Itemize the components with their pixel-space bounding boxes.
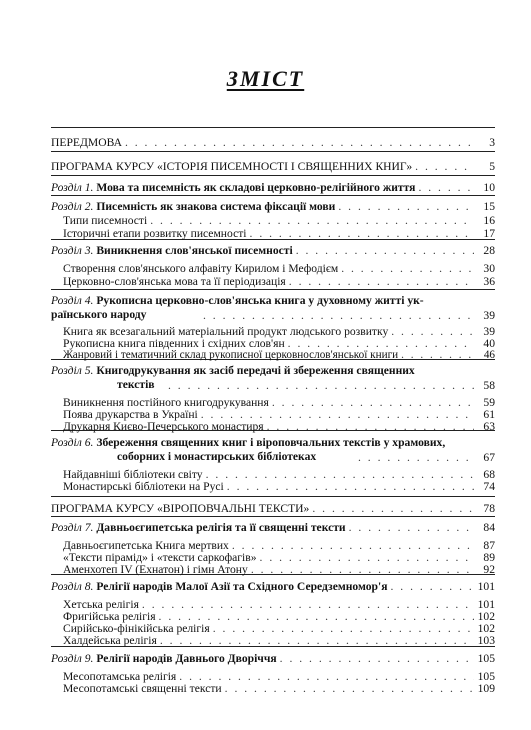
page-number: 89 — [483, 551, 495, 564]
entry-title: Релігії народів Давнього Дворіччя — [96, 652, 277, 665]
page-number: 105 — [477, 670, 495, 683]
page-number: 3 — [489, 136, 495, 149]
entry-title: Церковно-слов'янська мова та її періодизація — [63, 275, 286, 288]
entry-title: Збереження священних книг і віроповчальних текстів у храмових, — [96, 436, 446, 449]
entry-title-continued: соборних і монастирських бібліотеках — [117, 449, 317, 463]
page-number: 102 — [477, 622, 495, 635]
entry-title: Монастирські бібліотеки на Русі — [63, 480, 224, 493]
toc-entry — [51, 181, 495, 194]
page-number: 102 — [477, 610, 495, 623]
page-number: 61 — [483, 408, 495, 421]
entry-title: Виникнення слов'янської писемності — [96, 244, 293, 257]
page-number: 74 — [483, 480, 495, 493]
page-number: 58 — [483, 379, 495, 392]
entry-title: Хетська релігія — [63, 598, 139, 611]
page-number: 28 — [483, 244, 495, 257]
toc-entry — [63, 420, 495, 433]
toc-entry — [51, 136, 495, 149]
entry-title: Месопотамські священні тексти — [63, 682, 222, 695]
divider — [51, 289, 495, 290]
entry-title: Друкарня Києво-Печерського монастиря — [63, 420, 264, 433]
entry-title: Давньоєгипетська Книга мертвих — [63, 539, 229, 552]
toc-entry — [63, 634, 495, 647]
page-number: 78 — [483, 502, 495, 515]
toc-leader — [165, 379, 495, 392]
divider — [51, 195, 495, 196]
entry-title: Рукописна церковно-слов'янська книга у духовному житті ук- — [96, 294, 424, 307]
divider — [51, 151, 495, 152]
toc-entry — [63, 563, 495, 576]
page-number: 46 — [483, 349, 495, 361]
section-number: Розділ 2. — [51, 200, 94, 213]
toc-entry — [51, 160, 495, 173]
page-number: 92 — [483, 563, 495, 576]
entry-title: Рукописна книга південних і східних слов'ян — [63, 337, 285, 350]
entry-title: Писемність як знакова система фіксації мови — [96, 200, 336, 213]
page-number: 59 — [483, 396, 495, 409]
section-number: Розділ 6. — [51, 436, 94, 449]
page-number: 17 — [483, 227, 495, 240]
entry-title: ПРОГРАМА КУРСУ «ІСТОРІЯ ПИСЕМНОСТІ І СВЯЩЕННИХ КНИГ» — [51, 160, 413, 173]
entry-title: Поява друкарства в Україні — [63, 408, 198, 421]
entry-title: Мова та писемність як складові церковно-релігійного життя — [96, 181, 416, 194]
toc-entry — [63, 349, 495, 362]
entry-title: Книга як всезагальний матеріальний продукт людського розвитку — [63, 325, 389, 338]
toc-entry — [51, 502, 495, 515]
page-number: 68 — [483, 468, 495, 481]
toc-entry — [63, 262, 495, 275]
entry-title: Сирійсько-фінікійська релігія — [63, 622, 210, 635]
divider — [51, 175, 495, 176]
toc-leader — [355, 451, 495, 464]
section-number: Розділ 8. — [51, 580, 94, 593]
entry-title: ПЕРЕДМОВА — [51, 136, 122, 149]
entry-title: Фригійська релігія — [63, 610, 156, 623]
entry-title: Давньоєгипетська релігія та її священні тексти — [96, 521, 346, 534]
toc-leader — [200, 309, 495, 322]
entry-title-continued: раїнського народу — [51, 307, 147, 321]
page-number: 5 — [489, 160, 495, 173]
page-number: 15 — [483, 200, 495, 213]
section-number: Розділ 9. — [51, 652, 94, 665]
section-number: Розділ 4. — [51, 294, 94, 307]
entry-title: Типи писемності — [63, 214, 148, 227]
entry-title: Аменхотеп IV (Ехнатон) і гімн Атону — [63, 563, 248, 576]
page-number: 10 — [483, 181, 495, 194]
page-number: 16 — [483, 214, 495, 227]
page-number: 87 — [483, 539, 495, 552]
page-number: 39 — [483, 325, 495, 338]
entry-title: Релігії народів Малої Азії та Східного Середземномор'я — [96, 580, 388, 593]
toc-entry — [51, 200, 495, 213]
entry-title: ПРОГРАМА КУРСУ «ВІРОПОВЧАЛЬНІ ТЕКСТИ» — [51, 502, 310, 515]
page-number: 109 — [477, 682, 495, 695]
entry-title: Створення слов'янського алфавіту Кирилом і Мефодієм — [63, 262, 339, 275]
entry-title: Халдейська релігія — [63, 634, 157, 647]
toc-entry — [63, 480, 495, 493]
toc-entry — [51, 244, 495, 257]
section-number: Розділ 7. — [51, 521, 94, 534]
page-number: 84 — [483, 521, 495, 534]
toc-entry — [51, 521, 495, 534]
page-number: 40 — [483, 337, 495, 350]
toc-entry — [51, 652, 495, 665]
page-number: 101 — [477, 580, 495, 593]
page-number: 67 — [483, 451, 495, 464]
page-number: 39 — [483, 309, 495, 322]
entry-title: «Тексти пірамід» і «тексти саркофагів» — [63, 551, 257, 564]
page-number: 36 — [483, 275, 495, 288]
toc-entry — [51, 580, 495, 593]
divider — [51, 516, 495, 517]
section-number: Розділ 1. — [51, 181, 94, 194]
page-number: 30 — [483, 262, 495, 275]
page-number: 105 — [477, 652, 495, 665]
entry-title: Історичні етапи розвитку писемності — [63, 227, 247, 240]
toc-entry — [63, 275, 495, 288]
toc-entry — [63, 227, 495, 240]
page-number: 63 — [483, 420, 495, 433]
entry-title-continued: текстів — [117, 377, 155, 391]
divider — [51, 127, 495, 128]
entry-title: Книгодрукування як засіб передачі й збереження священних — [96, 364, 415, 377]
toc-entry — [63, 682, 495, 695]
page-title: ЗМІСТ — [226, 66, 305, 91]
toc-entry — [63, 214, 495, 227]
entry-title: Виникнення постійного книгодрукування — [63, 396, 269, 409]
entry-title: Месопотамська релігія — [63, 670, 177, 683]
entry-title: Жанровий і тематичний склад рукописної церковнослов'янської книги — [63, 349, 399, 361]
page-number: 103 — [477, 634, 495, 647]
section-number: Розділ 3. — [51, 244, 94, 257]
section-number: Розділ 5. — [51, 364, 94, 377]
entry-title: Найдавніші бібліотеки світу — [63, 468, 203, 481]
divider — [51, 496, 495, 497]
page-number: 101 — [477, 598, 495, 611]
